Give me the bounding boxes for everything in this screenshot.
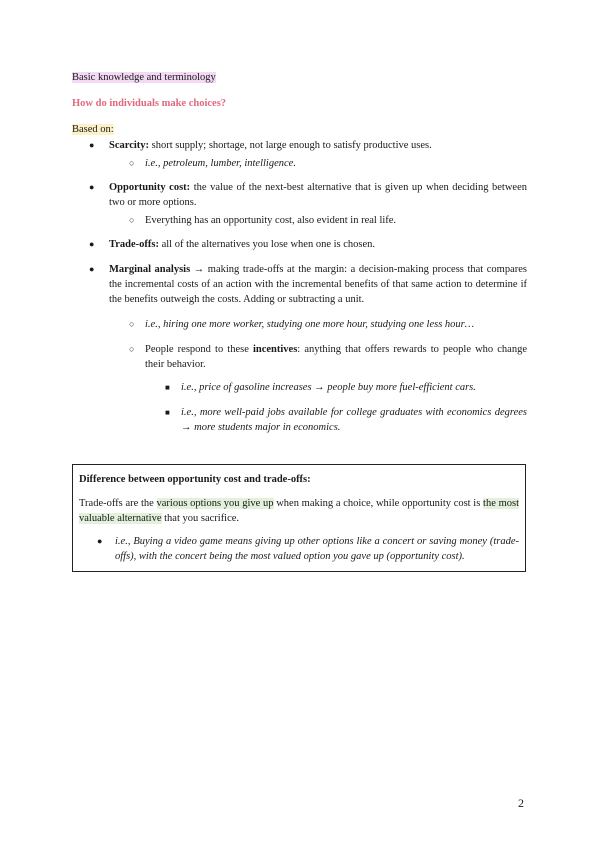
list-item: ■ i.e., price of gasoline increases → people buy more fuel-efficient cars.	[145, 380, 527, 395]
section-subheader: How do individuals make choices?	[72, 98, 227, 109]
comparison-box	[72, 464, 526, 572]
list-item-scarcity: ● Scarcity: short supply; shortage, not large enough to satisfy productive uses. ○ i.e., petroleum, lumber, intelligence.	[72, 138, 527, 171]
list-item-incentives: ○ People respond to these incentives: anything that offers rewards to people who change their behavior. ■ i.e., price of gasoline increases → people buy more fuel-efficient cars. ■ i.e., more well-paid jobs available for college graduates with economics degrees → more students major in economics.	[109, 342, 527, 435]
list-item-marginal-analysis: ● Marginal analysis → making trade-offs at the margin: a decision-making process that compares the incremental costs of an action with the incremental benefits of that same action to determine if the benefits outweigh the costs. Adding or subtracting a unit. ○ i.e., hiring one more worker, studying one more hour, studying one less hour… ○ People respond to these incentives: anything that offers rewards to people who change their behavior. ■ i.e., price of gasoline increases → people buy more fuel-efficient cars. ■ i.e., more well-paid jobs available for college graduates with economics degrees → more students major in economics.	[72, 262, 527, 435]
box-paragraph: Trade-offs are the various options you give up when making a choice, while opportunity cost is the most valuable alternative that you sacrifice.	[79, 498, 519, 524]
concepts-list	[72, 138, 527, 444]
box-title: Difference between opportunity cost and trade-offs:	[79, 474, 311, 485]
list-item: ○ i.e., hiring one more worker, studying one more hour, studying one less hour…	[109, 317, 527, 332]
page-number: 2	[518, 796, 524, 810]
box-example: ● i.e., Buying a video game means giving up other options like a concert or saving money (trade-offs), with the concert being the most valued option you gave up (opportunity cost).	[79, 534, 519, 564]
list-item: ○ i.e., petroleum, lumber, intelligence.	[109, 156, 527, 171]
list-item-trade-offs: ● Trade-offs: all of the alternatives you lose when one is chosen.	[72, 237, 527, 252]
list-item: ○ Everything has an opportunity cost, also evident in real life.	[109, 213, 527, 228]
list-item-opportunity-cost: ● Opportunity cost: the value of the next-best alternative that is given up when deciding between two or more options. ○ Everything has an opportunity cost, also evident in real life.	[72, 180, 527, 228]
list-item: ■ i.e., more well-paid jobs available for college graduates with economics degrees → more students major in economics.	[145, 405, 527, 435]
section-header: Basic knowledge and terminology	[72, 72, 216, 83]
based-on-label: Based on:	[72, 124, 114, 135]
